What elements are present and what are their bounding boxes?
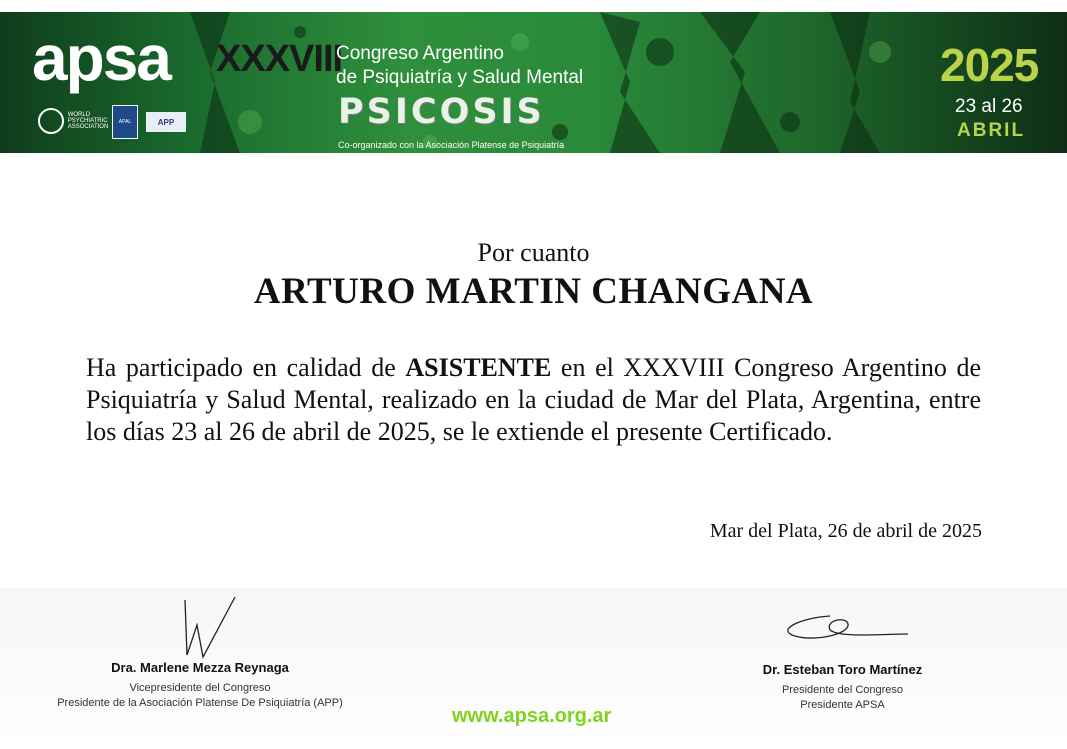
body-text-after: en el XXXVIII Congreso Argentino de Psiquiatría y Salud Mental, realizado en la ciudad de Mar del Plata, Argentina, entre los días 23 al 26 de abril de 2025, se le extiende el presente Certificado. bbox=[86, 353, 981, 446]
certificate-body bbox=[86, 352, 981, 448]
apal-logo: APAL bbox=[112, 105, 138, 139]
website-link[interactable]: www.apsa.org.ar bbox=[452, 705, 612, 727]
congress-month: ABRIL bbox=[957, 120, 1026, 141]
congress-title-line2: de Psiquiatría y Salud Mental bbox=[336, 67, 584, 88]
coorganized-note: Co-organizado con la Asociación Platense de Psiquiatría bbox=[338, 140, 565, 150]
signer-right-role1: Presidente del Congreso bbox=[781, 684, 904, 696]
signer-left-role2: Presidente de la Asociación Platense De Psiquiatría (APP) bbox=[57, 697, 343, 709]
body-text-before: Ha participado en calidad de bbox=[86, 353, 406, 382]
certificate-intro: Por cuanto bbox=[477, 238, 590, 267]
recipient-name: ARTURO MARTIN CHANGANA bbox=[253, 271, 814, 312]
left-signature-scribble bbox=[175, 595, 245, 670]
congress-year: 2025 bbox=[940, 39, 1039, 91]
signer-left-role1: Vicepresidente del Congreso bbox=[129, 682, 271, 694]
congress-banner bbox=[0, 12, 1067, 153]
congress-numeral: XXXVIII bbox=[216, 38, 343, 80]
participation-role: ASISTENTE bbox=[405, 353, 552, 382]
congress-title bbox=[336, 42, 583, 90]
congress-dates: 23 al 26 bbox=[955, 96, 1023, 117]
congress-title-line1: Congreso Argentino bbox=[336, 43, 504, 64]
app-logo: APP bbox=[146, 112, 186, 132]
globe-icon bbox=[38, 108, 64, 134]
place-and-date: Mar del Plata, 26 de abril de 2025 bbox=[709, 520, 982, 542]
apsa-logo: apsa bbox=[32, 22, 170, 94]
congress-theme: PSICOSIS bbox=[338, 92, 545, 132]
right-signature-scribble bbox=[780, 612, 915, 652]
signature-right bbox=[715, 662, 970, 713]
signature-left bbox=[40, 660, 360, 711]
signer-right-name: Dr. Esteban Toro Martínez bbox=[762, 662, 923, 677]
signer-right-role2: Presidente APSA bbox=[800, 699, 885, 711]
wpa-logo: WORLD PSYCHIATRIC ASSOCIATION bbox=[38, 108, 108, 134]
signer-left-name: Dra. Marlene Mezza Reynaga bbox=[111, 660, 289, 675]
